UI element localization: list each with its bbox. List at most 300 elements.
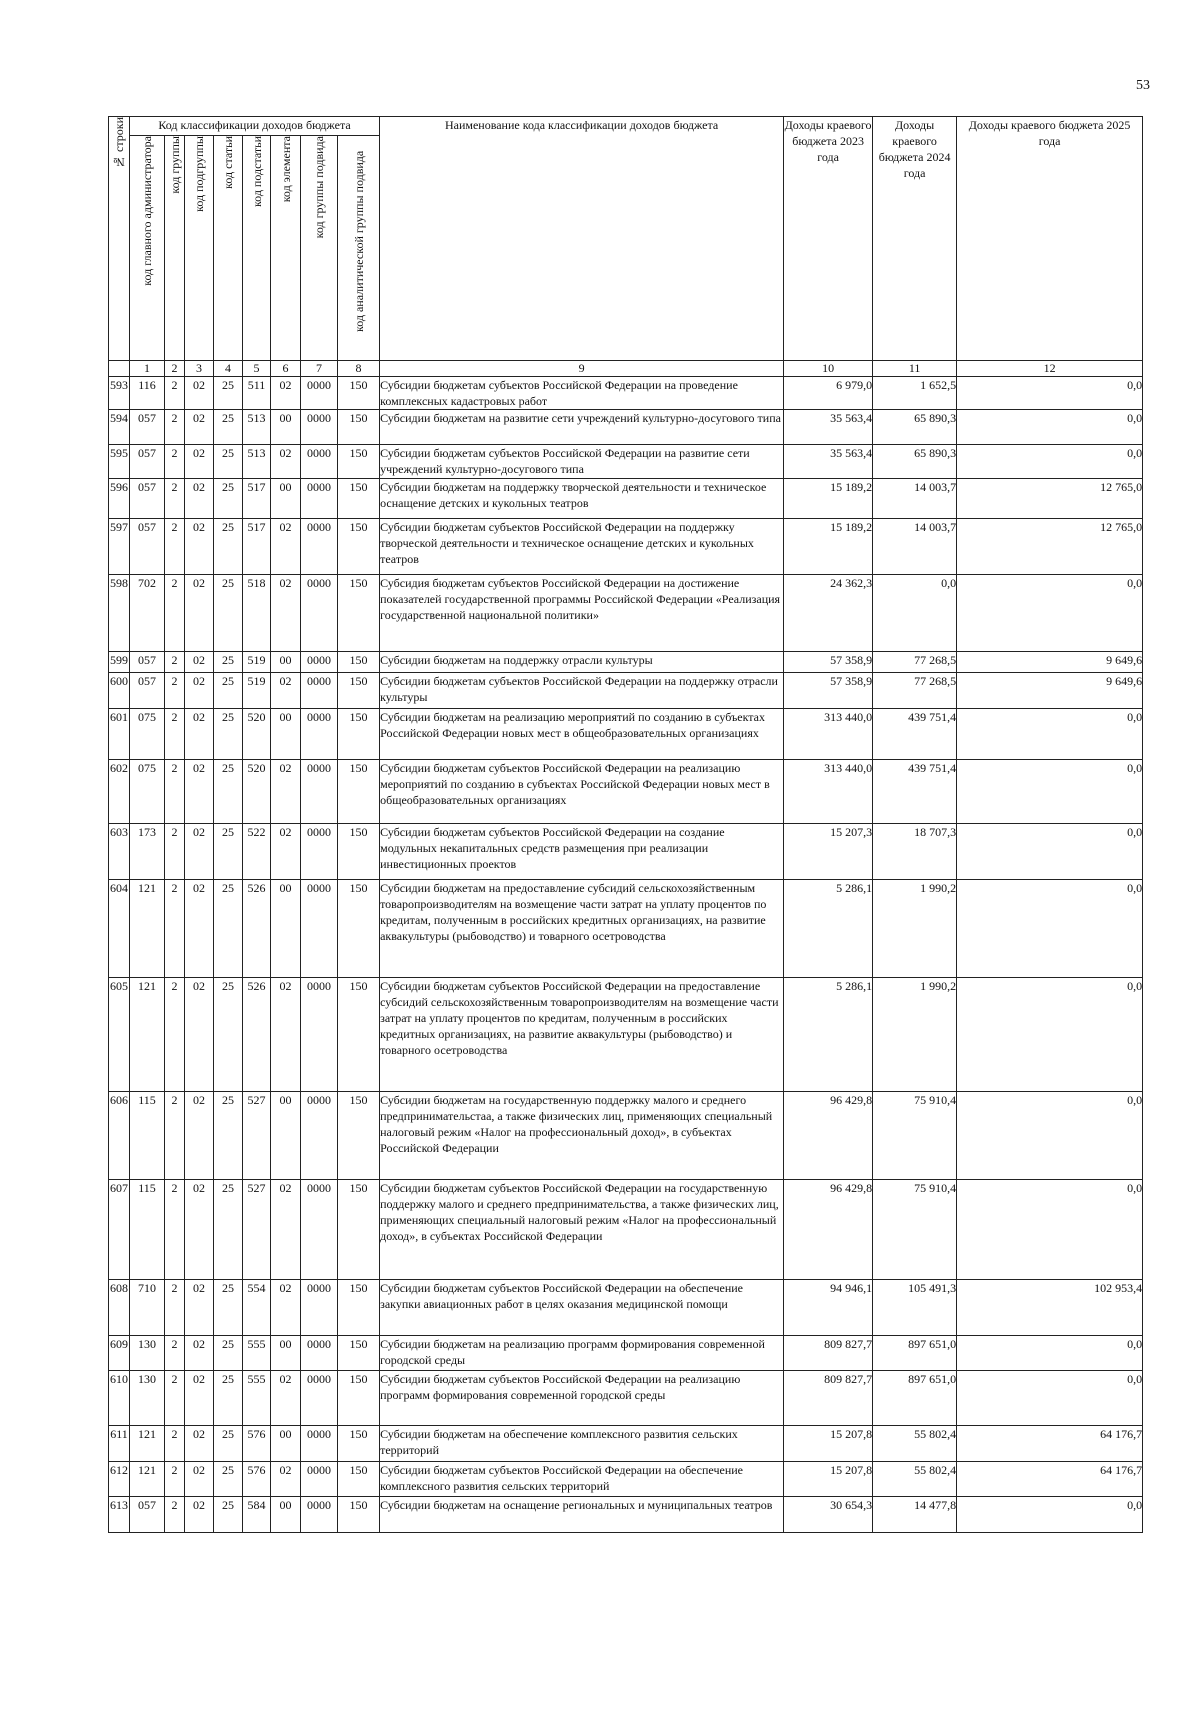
column-number: 11 <box>873 361 957 377</box>
income-2025: 0,0 <box>957 1092 1143 1180</box>
subgroup-code: 02 <box>185 673 214 709</box>
subtype-group-code: 0000 <box>301 410 338 445</box>
income-2025: 0,0 <box>957 1371 1143 1426</box>
subarticle-code: 576 <box>243 1462 271 1497</box>
code-subarticle-header: код подстатьи <box>243 136 271 361</box>
article-code: 25 <box>214 709 243 760</box>
income-2023: 35 563,4 <box>784 445 873 479</box>
table-row <box>109 1497 1143 1533</box>
element-code: 00 <box>271 410 301 445</box>
table-row <box>109 519 1143 575</box>
income-2024: 1 652,5 <box>873 377 957 410</box>
analytic-group-code: 150 <box>338 673 380 709</box>
subgroup-code: 02 <box>185 880 214 978</box>
admin-code: 075 <box>130 760 165 824</box>
income-2023: 5 286,1 <box>784 880 873 978</box>
income-2025: 9 649,6 <box>957 673 1143 709</box>
subgroup-code: 02 <box>185 760 214 824</box>
element-code: 02 <box>271 978 301 1092</box>
subtype-group-code: 0000 <box>301 824 338 880</box>
element-code: 02 <box>271 445 301 479</box>
income-2023: 57 358,9 <box>784 652 873 673</box>
table-row <box>109 1371 1143 1426</box>
subtype-group-code: 0000 <box>301 1092 338 1180</box>
analytic-group-code: 150 <box>338 1180 380 1280</box>
income-2024: 1 990,2 <box>873 880 957 978</box>
article-code: 25 <box>214 1462 243 1497</box>
element-code: 02 <box>271 1180 301 1280</box>
analytic-group-code: 150 <box>338 880 380 978</box>
income-2024: 439 751,4 <box>873 709 957 760</box>
subgroup-code: 02 <box>185 519 214 575</box>
element-code: 02 <box>271 377 301 410</box>
subtype-group-code: 0000 <box>301 575 338 652</box>
income-2025: 0,0 <box>957 1497 1143 1533</box>
income-2024: 65 890,3 <box>873 445 957 479</box>
table-row <box>109 445 1143 479</box>
subtype-group-code: 0000 <box>301 479 338 519</box>
row-number: 606 <box>109 1092 130 1180</box>
subarticle-code: 527 <box>243 1180 271 1280</box>
income-2023: 15 189,2 <box>784 479 873 519</box>
row-number: 605 <box>109 978 130 1092</box>
subtype-group-code: 0000 <box>301 1371 338 1426</box>
income-2025: 0,0 <box>957 445 1143 479</box>
income-2025: 0,0 <box>957 824 1143 880</box>
code-article-header: код статьи <box>214 136 243 361</box>
subgroup-code: 02 <box>185 1180 214 1280</box>
table-row <box>109 978 1143 1092</box>
row-number: 607 <box>109 1180 130 1280</box>
income-2025: 0,0 <box>957 709 1143 760</box>
article-code: 25 <box>214 1371 243 1426</box>
income-2024: 897 651,0 <box>873 1371 957 1426</box>
admin-code: 057 <box>130 445 165 479</box>
admin-code: 130 <box>130 1371 165 1426</box>
admin-code: 121 <box>130 978 165 1092</box>
subarticle-code: 513 <box>243 445 271 479</box>
income-2024: 439 751,4 <box>873 760 957 824</box>
group-code: 2 <box>165 1462 185 1497</box>
income-2024: 55 802,4 <box>873 1462 957 1497</box>
subgroup-code: 02 <box>185 709 214 760</box>
income-2023: 30 654,3 <box>784 1497 873 1533</box>
subarticle-code: 526 <box>243 880 271 978</box>
article-code: 25 <box>214 410 243 445</box>
subgroup-code: 02 <box>185 1462 214 1497</box>
income-2023: 15 189,2 <box>784 519 873 575</box>
admin-code: 710 <box>130 1280 165 1336</box>
column-number: 5 <box>243 361 271 377</box>
admin-code: 115 <box>130 1180 165 1280</box>
subgroup-code: 02 <box>185 824 214 880</box>
group-code: 2 <box>165 410 185 445</box>
income-2024: 18 707,3 <box>873 824 957 880</box>
income-name: Субсидии бюджетам субъектов Российской Федерации на обеспечение закупки авиационных работ в целях оказания медицинской помощи <box>380 1280 784 1336</box>
admin-code: 115 <box>130 1092 165 1180</box>
subgroup-code: 02 <box>185 1497 214 1533</box>
income-2024: 14 003,7 <box>873 519 957 575</box>
subarticle-code: 519 <box>243 673 271 709</box>
element-code: 02 <box>271 575 301 652</box>
analytic-group-code: 150 <box>338 1092 380 1180</box>
row-number: 599 <box>109 652 130 673</box>
table-row <box>109 410 1143 445</box>
article-code: 25 <box>214 519 243 575</box>
row-number: 601 <box>109 709 130 760</box>
income-2025-header: Доходы краевого бюджета 2025 года <box>957 117 1143 361</box>
subtype-group-code: 0000 <box>301 1336 338 1371</box>
article-code: 25 <box>214 978 243 1092</box>
group-code: 2 <box>165 978 185 1092</box>
subtype-group-code: 0000 <box>301 1180 338 1280</box>
subtype-group-code: 0000 <box>301 709 338 760</box>
row-number: 604 <box>109 880 130 978</box>
row-number: 602 <box>109 760 130 824</box>
group-code: 2 <box>165 519 185 575</box>
income-2023: 809 827,7 <box>784 1371 873 1426</box>
income-2024: 75 910,4 <box>873 1180 957 1280</box>
admin-code: 121 <box>130 1462 165 1497</box>
column-number: 8 <box>338 361 380 377</box>
table-row <box>109 760 1143 824</box>
admin-code: 057 <box>130 479 165 519</box>
group-code: 2 <box>165 1180 185 1280</box>
income-2025: 9 649,6 <box>957 652 1143 673</box>
budget-income-table <box>108 116 1143 1533</box>
group-code: 2 <box>165 1280 185 1336</box>
article-code: 25 <box>214 1180 243 1280</box>
income-name: Субсидии бюджетам субъектов Российской Федерации на поддержку отрасли культуры <box>380 673 784 709</box>
income-2023: 96 429,8 <box>784 1092 873 1180</box>
income-2025: 64 176,7 <box>957 1426 1143 1462</box>
table-row <box>109 479 1143 519</box>
element-code: 02 <box>271 519 301 575</box>
code-subtype-group-header: код группы подвида <box>301 136 338 361</box>
income-2025: 0,0 <box>957 760 1143 824</box>
element-code: 02 <box>271 824 301 880</box>
subtype-group-code: 0000 <box>301 880 338 978</box>
code-admin-header: код главного администратора <box>130 136 165 361</box>
table-row <box>109 880 1143 978</box>
income-2024: 14 003,7 <box>873 479 957 519</box>
table-row <box>109 1180 1143 1280</box>
element-code: 00 <box>271 1336 301 1371</box>
income-name: Субсидии бюджетам на поддержку отрасли культуры <box>380 652 784 673</box>
subgroup-code: 02 <box>185 1092 214 1180</box>
analytic-group-code: 150 <box>338 1280 380 1336</box>
element-code: 00 <box>271 652 301 673</box>
analytic-group-code: 150 <box>338 1426 380 1462</box>
element-code: 00 <box>271 1497 301 1533</box>
code-element-header: код элемента <box>271 136 301 361</box>
income-2023: 313 440,0 <box>784 760 873 824</box>
table-row <box>109 1336 1143 1371</box>
analytic-group-code: 150 <box>338 1371 380 1426</box>
group-code: 2 <box>165 673 185 709</box>
subtype-group-code: 0000 <box>301 1426 338 1462</box>
analytic-group-code: 150 <box>338 479 380 519</box>
row-number-header: № строки <box>109 117 130 361</box>
group-code: 2 <box>165 1371 185 1426</box>
income-name: Субсидии бюджетам субъектов Российской Федерации на создание модульных некапитальных средств размещения при реализации инвестиционных проектов <box>380 824 784 880</box>
column-number: 12 <box>957 361 1143 377</box>
code-subgroup-header: код подгруппы <box>185 136 214 361</box>
row-number: 593 <box>109 377 130 410</box>
article-code: 25 <box>214 760 243 824</box>
column-number: 10 <box>784 361 873 377</box>
classification-code-header: Код классификации доходов бюджета <box>130 117 380 136</box>
row-number: 595 <box>109 445 130 479</box>
subgroup-code: 02 <box>185 377 214 410</box>
column-numbers-row <box>109 361 1143 377</box>
group-code: 2 <box>165 880 185 978</box>
income-2023: 313 440,0 <box>784 709 873 760</box>
row-number: 613 <box>109 1497 130 1533</box>
income-2023: 24 362,3 <box>784 575 873 652</box>
subarticle-code: 519 <box>243 652 271 673</box>
subgroup-code: 02 <box>185 1426 214 1462</box>
income-name: Субсидии бюджетам субъектов Российской Федерации на предоставление субсидий сельскохозяйственным товаропроизводителям на возмещение части затрат на уплату процентов по кредитам, полученным в российских кредитных организациях, на развитие аквакультуры (рыбоводство) и товарного осетроводства <box>380 978 784 1092</box>
income-2025: 0,0 <box>957 377 1143 410</box>
income-2023: 5 286,1 <box>784 978 873 1092</box>
subarticle-code: 555 <box>243 1371 271 1426</box>
income-2025: 64 176,7 <box>957 1462 1143 1497</box>
analytic-group-code: 150 <box>338 377 380 410</box>
income-2023-header: Доходы краевого бюджета 2023 года <box>784 117 873 361</box>
element-code: 00 <box>271 709 301 760</box>
analytic-group-code: 150 <box>338 410 380 445</box>
income-name: Субсидии бюджетам субъектов Российской Федерации на реализацию программ формирования современной городской среды <box>380 1371 784 1426</box>
article-code: 25 <box>214 1092 243 1180</box>
income-2025: 0,0 <box>957 410 1143 445</box>
income-2025: 12 765,0 <box>957 519 1143 575</box>
income-name: Субсидии бюджетам на оснащение региональных и муниципальных театров <box>380 1497 784 1533</box>
article-code: 25 <box>214 824 243 880</box>
table-row <box>109 824 1143 880</box>
income-name: Субсидии бюджетам на развитие сети учреждений культурно-досугового типа <box>380 410 784 445</box>
row-number: 600 <box>109 673 130 709</box>
table-row <box>109 1280 1143 1336</box>
subtype-group-code: 0000 <box>301 673 338 709</box>
column-number: 4 <box>214 361 243 377</box>
article-code: 25 <box>214 377 243 410</box>
income-2025: 12 765,0 <box>957 479 1143 519</box>
subarticle-code: 555 <box>243 1336 271 1371</box>
group-code: 2 <box>165 445 185 479</box>
admin-code: 057 <box>130 410 165 445</box>
article-code: 25 <box>214 1336 243 1371</box>
group-code: 2 <box>165 479 185 519</box>
subtype-group-code: 0000 <box>301 377 338 410</box>
row-number: 609 <box>109 1336 130 1371</box>
subtype-group-code: 0000 <box>301 445 338 479</box>
table-row <box>109 575 1143 652</box>
subgroup-code: 02 <box>185 1336 214 1371</box>
subtype-group-code: 0000 <box>301 978 338 1092</box>
article-code: 25 <box>214 445 243 479</box>
article-code: 25 <box>214 880 243 978</box>
subarticle-code: 526 <box>243 978 271 1092</box>
income-2023: 6 979,0 <box>784 377 873 410</box>
row-number: 598 <box>109 575 130 652</box>
group-code: 2 <box>165 760 185 824</box>
admin-code: 057 <box>130 673 165 709</box>
subarticle-code: 527 <box>243 1092 271 1180</box>
table-row <box>109 652 1143 673</box>
row-number: 597 <box>109 519 130 575</box>
subgroup-code: 02 <box>185 652 214 673</box>
subgroup-code: 02 <box>185 978 214 1092</box>
subarticle-code: 520 <box>243 709 271 760</box>
admin-code: 121 <box>130 1426 165 1462</box>
subgroup-code: 02 <box>185 410 214 445</box>
subarticle-code: 517 <box>243 519 271 575</box>
income-2023: 94 946,1 <box>784 1280 873 1336</box>
subgroup-code: 02 <box>185 479 214 519</box>
element-code: 00 <box>271 479 301 519</box>
income-2025: 0,0 <box>957 1336 1143 1371</box>
income-name: Субсидии бюджетам на реализацию мероприятий по созданию в субъектах Российской Федерации новых мест в общеобразовательных организациях <box>380 709 784 760</box>
code-analytic-group-header: код аналитической группы подвида <box>338 136 380 361</box>
column-number: 1 <box>130 361 165 377</box>
income-name: Субсидии бюджетам на предоставление субсидий сельскохозяйственным товаропроизводителям на возмещение части затрат на уплату процентов по кредитам, полученным в российских кредитных организациях, на развитие аквакультуры (рыбоводство) и товарного осетроводства <box>380 880 784 978</box>
row-number: 611 <box>109 1426 130 1462</box>
element-code: 02 <box>271 1462 301 1497</box>
admin-code: 130 <box>130 1336 165 1371</box>
group-code: 2 <box>165 1426 185 1462</box>
analytic-group-code: 150 <box>338 575 380 652</box>
admin-code: 116 <box>130 377 165 410</box>
admin-code: 702 <box>130 575 165 652</box>
income-name: Субсидия бюджетам субъектов Российской Федерации на достижение показателей государственной программы Российской Федерации «Реализация государственной национальной политики» <box>380 575 784 652</box>
table-row <box>109 673 1143 709</box>
income-name: Субсидии бюджетам субъектов Российской Федерации на государственную поддержку малого и среднего предпринимательства, а также физических лиц, применяющих специальный налоговый режим «Налог на профессиональный доход», в субъектах Российской Федерации <box>380 1180 784 1280</box>
article-code: 25 <box>214 575 243 652</box>
group-code: 2 <box>165 824 185 880</box>
income-2024: 75 910,4 <box>873 1092 957 1180</box>
group-code: 2 <box>165 377 185 410</box>
income-2024: 77 268,5 <box>873 673 957 709</box>
income-name: Субсидии бюджетам субъектов Российской Федерации на обеспечение комплексного развития сельских территорий <box>380 1462 784 1497</box>
name-column-header: Наименование кода классификации доходов бюджета <box>380 117 784 361</box>
article-code: 25 <box>214 1497 243 1533</box>
income-2025: 102 953,4 <box>957 1280 1143 1336</box>
table-row <box>109 377 1143 410</box>
element-code: 02 <box>271 673 301 709</box>
element-code: 02 <box>271 760 301 824</box>
page-number: 53 <box>1136 78 1150 93</box>
income-2023: 809 827,7 <box>784 1336 873 1371</box>
income-2023: 35 563,4 <box>784 410 873 445</box>
analytic-group-code: 150 <box>338 652 380 673</box>
subtype-group-code: 0000 <box>301 1462 338 1497</box>
element-code: 00 <box>271 1426 301 1462</box>
subarticle-code: 584 <box>243 1497 271 1533</box>
income-2024: 0,0 <box>873 575 957 652</box>
income-name: Субсидии бюджетам субъектов Российской Федерации на реализацию мероприятий по созданию в субъектах Российской Федерации новых мест в общеобразовательных организациях <box>380 760 784 824</box>
income-2024: 897 651,0 <box>873 1336 957 1371</box>
row-number: 594 <box>109 410 130 445</box>
income-2023: 57 358,9 <box>784 673 873 709</box>
income-2024: 65 890,3 <box>873 410 957 445</box>
element-code: 00 <box>271 880 301 978</box>
income-2024-header: Доходы краевого бюджета 2024 года <box>873 117 957 361</box>
analytic-group-code: 150 <box>338 519 380 575</box>
subarticle-code: 576 <box>243 1426 271 1462</box>
row-number: 596 <box>109 479 130 519</box>
column-number: 6 <box>271 361 301 377</box>
table-row <box>109 1462 1143 1497</box>
subarticle-code: 513 <box>243 410 271 445</box>
analytic-group-code: 150 <box>338 709 380 760</box>
analytic-group-code: 150 <box>338 978 380 1092</box>
table-row <box>109 1426 1143 1462</box>
income-name: Субсидии бюджетам на поддержку творческой деятельности и техническое оснащение детских и кукольных театров <box>380 479 784 519</box>
analytic-group-code: 150 <box>338 1462 380 1497</box>
income-name: Субсидии бюджетам субъектов Российской Федерации на проведение комплексных кадастровых работ <box>380 377 784 410</box>
admin-code: 075 <box>130 709 165 760</box>
subarticle-code: 511 <box>243 377 271 410</box>
analytic-group-code: 150 <box>338 445 380 479</box>
analytic-group-code: 150 <box>338 824 380 880</box>
income-2025: 0,0 <box>957 978 1143 1092</box>
income-2024: 105 491,3 <box>873 1280 957 1336</box>
subarticle-code: 522 <box>243 824 271 880</box>
table-row <box>109 1092 1143 1180</box>
admin-code: 057 <box>130 652 165 673</box>
table-row <box>109 709 1143 760</box>
article-code: 25 <box>214 1280 243 1336</box>
article-code: 25 <box>214 479 243 519</box>
element-code: 00 <box>271 1092 301 1180</box>
column-number: 9 <box>380 361 784 377</box>
subtype-group-code: 0000 <box>301 760 338 824</box>
subarticle-code: 520 <box>243 760 271 824</box>
article-code: 25 <box>214 652 243 673</box>
income-name: Субсидии бюджетам на обеспечение комплексного развития сельских территорий <box>380 1426 784 1462</box>
admin-code: 057 <box>130 1497 165 1533</box>
group-code: 2 <box>165 1497 185 1533</box>
income-2024: 55 802,4 <box>873 1426 957 1462</box>
element-code: 02 <box>271 1371 301 1426</box>
row-number: 612 <box>109 1462 130 1497</box>
income-2025: 0,0 <box>957 880 1143 978</box>
income-name: Субсидии бюджетам на государственную поддержку малого и среднего предпринимательстаа, а также физических лиц, применяющих специальный налоговый режим «Налог на профессиональный доход», в субъектах Российской Федерации <box>380 1092 784 1180</box>
subtype-group-code: 0000 <box>301 652 338 673</box>
income-name: Субсидии бюджетам субъектов Российской Федерации на поддержку творческой деятельности и техническое оснащение детских и кукольных театров <box>380 519 784 575</box>
income-2023: 15 207,3 <box>784 824 873 880</box>
group-code: 2 <box>165 652 185 673</box>
subtype-group-code: 0000 <box>301 1497 338 1533</box>
column-number <box>109 361 130 377</box>
subgroup-code: 02 <box>185 445 214 479</box>
row-number: 603 <box>109 824 130 880</box>
group-code: 2 <box>165 1336 185 1371</box>
subtype-group-code: 0000 <box>301 1280 338 1336</box>
subgroup-code: 02 <box>185 1371 214 1426</box>
article-code: 25 <box>214 1426 243 1462</box>
admin-code: 057 <box>130 519 165 575</box>
income-2024: 1 990,2 <box>873 978 957 1092</box>
row-number: 608 <box>109 1280 130 1336</box>
income-2023: 15 207,8 <box>784 1426 873 1462</box>
element-code: 02 <box>271 1280 301 1336</box>
subarticle-code: 554 <box>243 1280 271 1336</box>
column-number: 3 <box>185 361 214 377</box>
income-name: Субсидии бюджетам на реализацию программ формирования современной городской среды <box>380 1336 784 1371</box>
analytic-group-code: 150 <box>338 760 380 824</box>
